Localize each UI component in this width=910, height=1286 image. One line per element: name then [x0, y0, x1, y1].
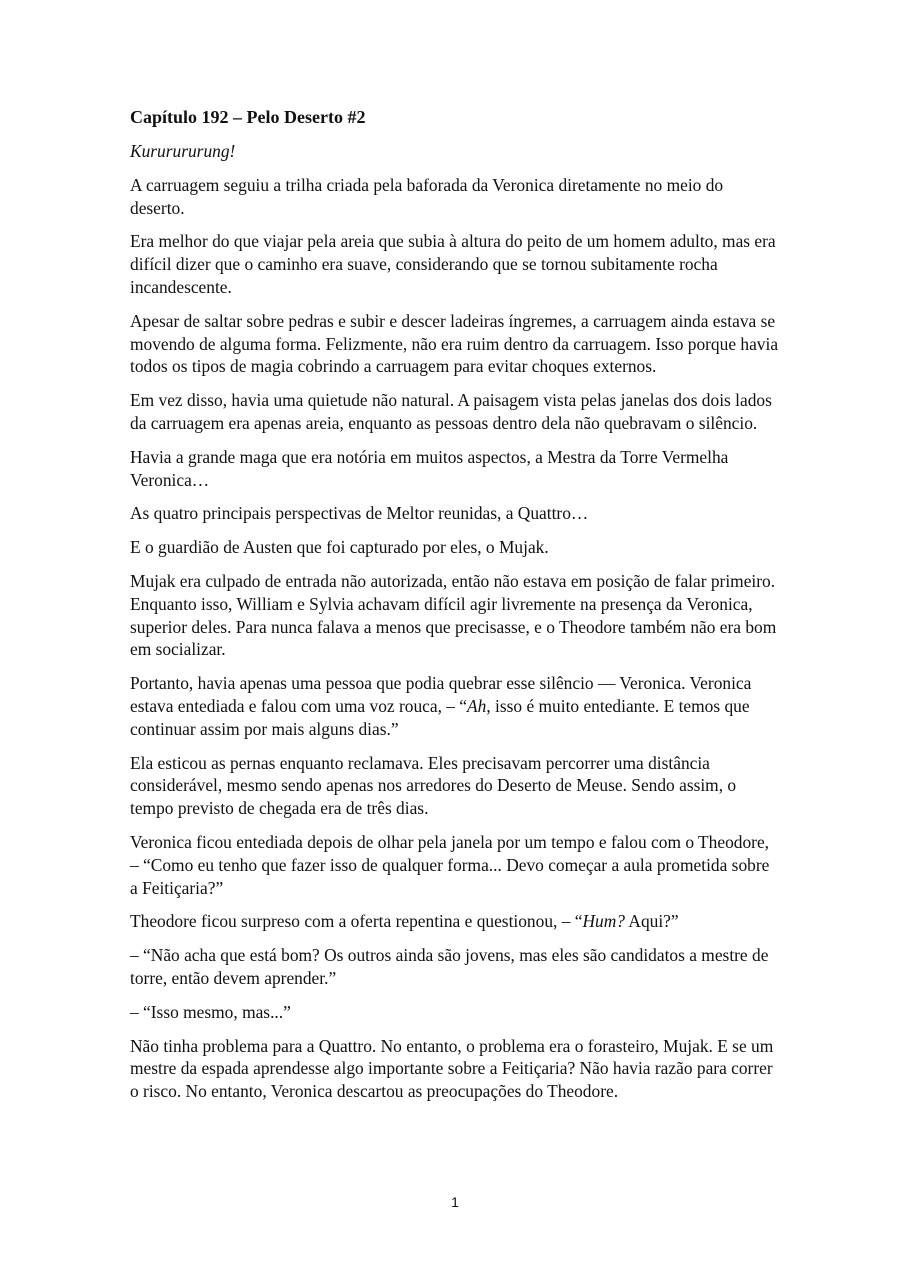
paragraph: [130, 1035, 780, 1103]
paragraph-text: As quatro principais perspectivas de Meltor reunidas, a Quattro…: [130, 503, 589, 524]
italic-text: Hum?: [582, 911, 625, 932]
page-number: 1: [451, 1194, 459, 1210]
document-body: [130, 106, 780, 1114]
paragraph: [130, 140, 780, 163]
paragraph-text: Mujak era culpado de entrada não autorizada, então não estava em posição de falar primeiro. Enquanto isso, William e Sylvia achavam difícil agir livremente na presença da Veronica, superior deles. Para nunca falava a menos que precisasse, e o Theodore também não era bom em socializar.: [130, 570, 777, 660]
paragraph-text: Era melhor do que viajar pela areia que subia à altura do peito de um homem adulto, mas era difícil dizer que o caminho era suave, considerando que se tornou subitamente rocha incandescente.: [130, 231, 776, 297]
italic-text: Ah: [467, 695, 487, 716]
paragraph-text: Theodore ficou surpreso com a oferta repentina e questionou, – “: [130, 911, 583, 932]
paragraph: [130, 1001, 780, 1024]
paragraph-list: [130, 140, 780, 1103]
paragraph-text: Não tinha problema para a Quattro. No entanto, o problema era o forasteiro, Mujak. E se um mestre da espada aprendesse algo importante sobre a Feitiçaria? Não havia razão para correr o risco. No entanto, Veronica descartou as preocupações do Theodore.: [130, 1035, 774, 1102]
paragraph-text: E o guardião de Austen que foi capturado por eles, o Mujak.: [130, 537, 549, 558]
paragraph: [130, 944, 780, 990]
paragraph: [130, 910, 780, 933]
paragraph-text: – “Isso mesmo, mas...”: [130, 1001, 291, 1022]
paragraph-text: – “Não acha que está bom? Os outros ainda são jovens, mas eles são candidatos a mestre de torre, então devem aprender.”: [130, 945, 769, 988]
paragraph-text: , isso é muito entediante. E temos que continuar assim por mais alguns dias.”: [130, 695, 750, 739]
paragraph-text: Veronica ficou entediada depois de olhar pela janela por um tempo e falou com o Theodore, – “Como eu tenho que fazer isso de qualquer forma... Devo começar a aula prometida sobre a Feitiçaria?”: [130, 831, 770, 898]
paragraph: [130, 502, 780, 525]
paragraph: [130, 831, 780, 899]
paragraph-text: Apesar de saltar sobre pedras e subir e descer ladeiras íngremes, a carruagem ainda estava se movendo de alguma forma. Felizmente, não era ruim dentro da carruagem. Isso porque havia todos os tipos de magia cobrindo a carruagem para evitar choques externos.: [130, 310, 779, 377]
paragraph: [130, 570, 780, 661]
paragraph: [130, 230, 780, 298]
chapter-title: Capítulo 192 – Pelo Deserto #2: [130, 107, 366, 127]
paragraph-text: Ela esticou as pernas enquanto reclamava. Eles precisavam percorrer uma distância considerável, mesmo sendo apenas nos arredores do Deserto de Meuse. Sendo assim, o tempo previsto de chegada era de três dias.: [130, 752, 737, 819]
paragraph-text: Havia a grande maga que era notória em muitos aspectos, a Mestra da Torre Vermelha Veronica…: [130, 446, 729, 490]
paragraph: [130, 752, 780, 820]
paragraph-text: Aqui?”: [625, 911, 679, 932]
paragraph: [130, 174, 780, 220]
paragraph: [130, 389, 780, 435]
paragraph: [130, 536, 780, 559]
paragraph-text: Portanto, havia apenas uma pessoa que podia quebrar esse silêncio — Veronica. Veronica estava entediada e falou com uma voz rouca, – “: [130, 673, 752, 716]
paragraph: [130, 446, 780, 492]
paragraph: [130, 672, 780, 740]
paragraph: [130, 310, 780, 378]
paragraph-text: Em vez disso, havia uma quietude não natural. A paisagem vista pelas janelas dos dois lados da carruagem era apenas areia, enquanto as pessoas dentro dela não quebravam o silêncio.: [130, 390, 772, 433]
italic-text: Kururururung!: [130, 141, 236, 161]
paragraph-text: A carruagem seguiu a trilha criada pela baforada da Veronica diretamente no meio do deserto.: [130, 174, 724, 218]
